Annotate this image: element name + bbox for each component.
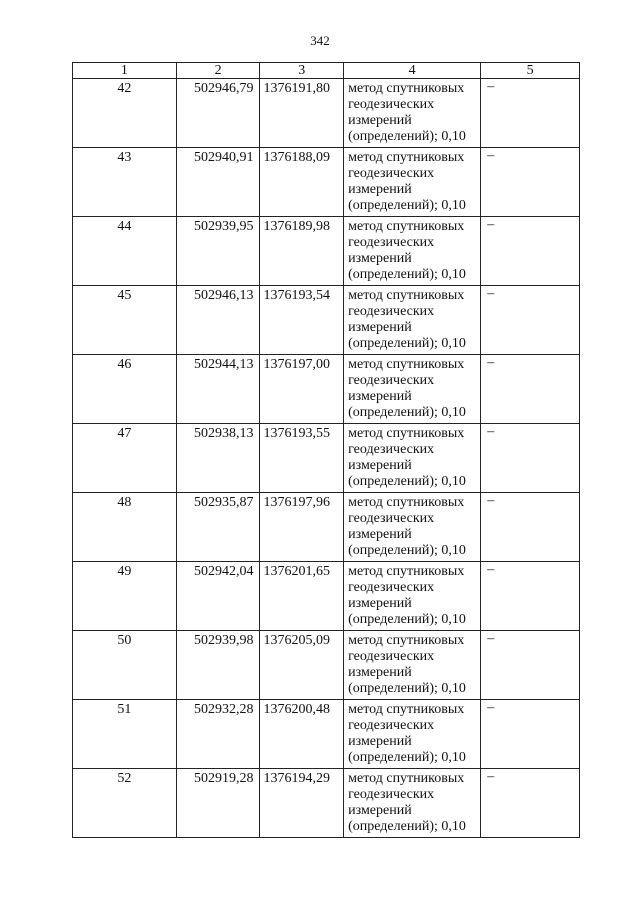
method-line: (определений); 0,10: [348, 750, 466, 765]
y-coordinate-cell: 1376189,98: [260, 217, 344, 286]
header-col-4: 4: [344, 63, 481, 79]
method-line: измерений: [348, 734, 412, 749]
method-line: геодезических: [348, 304, 435, 319]
table-row: [73, 700, 580, 769]
x-coordinate-cell: 502939,95: [176, 217, 260, 286]
note-cell: –: [481, 493, 580, 562]
method-cell: [344, 493, 481, 562]
y-coordinate-cell: 1376193,55: [260, 424, 344, 493]
method-line: метод спутниковых: [348, 81, 465, 96]
method-line: метод спутниковых: [348, 288, 465, 303]
point-number-cell: 49: [73, 562, 177, 631]
method-line: измерений: [348, 389, 412, 404]
method-line: метод спутниковых: [348, 357, 465, 372]
point-number-cell: 46: [73, 355, 177, 424]
method-line: (определений); 0,10: [348, 405, 466, 420]
table-row: [73, 79, 580, 148]
table-row: [73, 769, 580, 838]
method-cell: [344, 355, 481, 424]
table-header: [73, 63, 580, 79]
note-cell: –: [481, 355, 580, 424]
x-coordinate-cell: 502919,28: [176, 769, 260, 838]
header-row: [73, 63, 580, 79]
note-cell: –: [481, 700, 580, 769]
note-cell: –: [481, 286, 580, 355]
method-line: (определений); 0,10: [348, 612, 466, 627]
method-line: метод спутниковых: [348, 426, 465, 441]
y-coordinate-cell: 1376197,00: [260, 355, 344, 424]
method-cell: [344, 562, 481, 631]
method-line: (определений); 0,10: [348, 198, 466, 213]
header-col-1: 1: [73, 63, 177, 79]
y-coordinate-cell: 1376201,65: [260, 562, 344, 631]
method-line: измерений: [348, 320, 412, 335]
header-col-2: 2: [176, 63, 260, 79]
x-coordinate-cell: 502944,13: [176, 355, 260, 424]
method-cell: [344, 631, 481, 700]
table-row: [73, 562, 580, 631]
x-coordinate-cell: 502940,91: [176, 148, 260, 217]
x-coordinate-cell: 502946,13: [176, 286, 260, 355]
x-coordinate-cell: 502946,79: [176, 79, 260, 148]
method-line: метод спутниковых: [348, 564, 465, 579]
note-cell: –: [481, 562, 580, 631]
method-cell: [344, 217, 481, 286]
y-coordinate-cell: 1376188,09: [260, 148, 344, 217]
x-coordinate-cell: 502935,87: [176, 493, 260, 562]
method-line: геодезических: [348, 166, 435, 181]
method-line: (определений); 0,10: [348, 336, 466, 351]
point-number-cell: 45: [73, 286, 177, 355]
method-line: (определений); 0,10: [348, 267, 466, 282]
y-coordinate-cell: 1376191,80: [260, 79, 344, 148]
method-line: (определений); 0,10: [348, 474, 466, 489]
x-coordinate-cell: 502938,13: [176, 424, 260, 493]
table-body: [73, 79, 580, 838]
method-line: метод спутниковых: [348, 702, 465, 717]
method-cell: [344, 700, 481, 769]
x-coordinate-cell: 502939,98: [176, 631, 260, 700]
method-line: измерений: [348, 458, 412, 473]
table-row: [73, 217, 580, 286]
method-line: (определений); 0,10: [348, 819, 466, 834]
method-line: метод спутниковых: [348, 633, 465, 648]
method-line: метод спутниковых: [348, 219, 465, 234]
note-cell: –: [481, 769, 580, 838]
point-number-cell: 44: [73, 217, 177, 286]
point-number-cell: 42: [73, 79, 177, 148]
method-line: (определений); 0,10: [348, 129, 466, 144]
method-cell: [344, 769, 481, 838]
page-number: 342: [310, 33, 330, 48]
method-line: геодезических: [348, 580, 435, 595]
coordinates-table: [72, 62, 580, 838]
note-cell: –: [481, 79, 580, 148]
point-number-cell: 47: [73, 424, 177, 493]
method-line: геодезических: [348, 718, 435, 733]
method-line: измерений: [348, 527, 412, 542]
header-col-3: 3: [260, 63, 344, 79]
header-col-5: 5: [481, 63, 580, 79]
note-cell: –: [481, 217, 580, 286]
y-coordinate-cell: 1376205,09: [260, 631, 344, 700]
x-coordinate-cell: 502942,04: [176, 562, 260, 631]
method-line: измерений: [348, 596, 412, 611]
point-number-cell: 43: [73, 148, 177, 217]
table-row: [73, 424, 580, 493]
note-cell: –: [481, 424, 580, 493]
method-line: (определений); 0,10: [348, 543, 466, 558]
table-row: [73, 148, 580, 217]
x-coordinate-cell: 502932,28: [176, 700, 260, 769]
method-line: геодезических: [348, 787, 435, 802]
method-line: геодезических: [348, 97, 435, 112]
method-line: метод спутниковых: [348, 771, 465, 786]
method-line: измерений: [348, 803, 412, 818]
method-line: геодезических: [348, 235, 435, 250]
method-cell: [344, 286, 481, 355]
method-cell: [344, 424, 481, 493]
y-coordinate-cell: 1376193,54: [260, 286, 344, 355]
method-line: метод спутниковых: [348, 495, 465, 510]
method-cell: [344, 148, 481, 217]
method-line: измерений: [348, 113, 412, 128]
point-number-cell: 48: [73, 493, 177, 562]
y-coordinate-cell: 1376200,48: [260, 700, 344, 769]
method-line: измерений: [348, 251, 412, 266]
method-line: метод спутниковых: [348, 150, 465, 165]
method-line: геодезических: [348, 511, 435, 526]
method-line: геодезических: [348, 649, 435, 664]
point-number-cell: 50: [73, 631, 177, 700]
table-row: [73, 286, 580, 355]
table-row: [73, 631, 580, 700]
method-line: измерений: [348, 182, 412, 197]
point-number-cell: 52: [73, 769, 177, 838]
note-cell: –: [481, 148, 580, 217]
note-cell: –: [481, 631, 580, 700]
method-line: геодезических: [348, 442, 435, 457]
table-row: [73, 493, 580, 562]
y-coordinate-cell: 1376194,29: [260, 769, 344, 838]
method-line: геодезических: [348, 373, 435, 388]
table-row: [73, 355, 580, 424]
y-coordinate-cell: 1376197,96: [260, 493, 344, 562]
method-line: измерений: [348, 665, 412, 680]
method-line: (определений); 0,10: [348, 681, 466, 696]
method-cell: [344, 79, 481, 148]
point-number-cell: 51: [73, 700, 177, 769]
